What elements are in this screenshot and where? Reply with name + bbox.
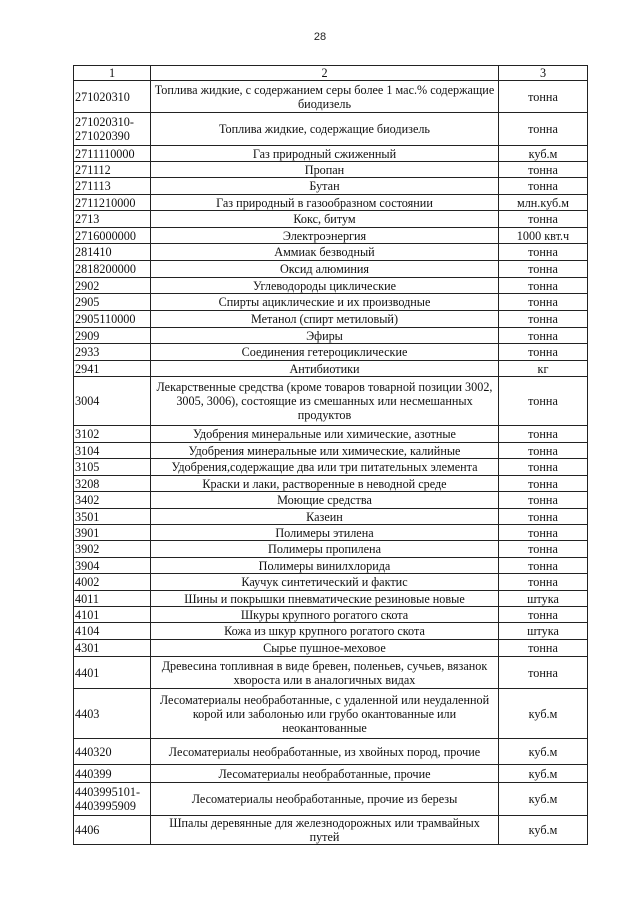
column-header-code: 1 <box>74 66 151 81</box>
row-code: 3004 <box>74 377 151 426</box>
row-code: 2713 <box>74 211 151 228</box>
row-code: 3208 <box>74 476 151 492</box>
row-name: Сырье пушное-меховое <box>151 640 499 657</box>
row-unit: тонна <box>499 81 588 113</box>
row-code: 4101 <box>74 607 151 623</box>
table-row <box>74 765 588 783</box>
row-unit: тонна <box>499 377 588 426</box>
row-unit: тонна <box>499 492 588 509</box>
row-name: Оксид алюминия <box>151 261 499 278</box>
row-name: Кожа из шкур крупного рогатого скота <box>151 623 499 640</box>
row-code: 2905110000 <box>74 311 151 328</box>
table-row <box>74 311 588 328</box>
row-name: Лесоматериалы необработанные, прочие <box>151 765 499 783</box>
row-name: Шпалы деревянные для железнодорожных или трамвайных путей <box>151 816 499 845</box>
table-row <box>74 623 588 640</box>
table-row <box>74 244 588 261</box>
row-code: 440399 <box>74 765 151 783</box>
row-code: 271020310 <box>74 81 151 113</box>
row-name: Аммиак безводный <box>151 244 499 261</box>
row-name: Шкуры крупного рогатого скота <box>151 607 499 623</box>
row-code: 4403995101-4403995909 <box>74 783 151 816</box>
row-name: Лесоматериалы необработанные, с удаленной или неудаленной корой или заболонью или грубо окантованные или неокантованные <box>151 689 499 739</box>
row-code: 2818200000 <box>74 261 151 278</box>
row-code: 4401 <box>74 657 151 689</box>
row-unit: тонна <box>499 344 588 361</box>
table-row <box>74 541 588 558</box>
row-unit: тонна <box>499 657 588 689</box>
row-unit: куб.м <box>499 783 588 816</box>
row-code: 3102 <box>74 426 151 443</box>
row-code: 2711210000 <box>74 195 151 211</box>
row-unit: куб.м <box>499 816 588 845</box>
row-unit: млн.куб.м <box>499 195 588 211</box>
row-unit: тонна <box>499 244 588 261</box>
row-name: Газ природный сжиженный <box>151 146 499 162</box>
row-unit: кг <box>499 361 588 377</box>
row-unit: тонна <box>499 525 588 541</box>
table-row <box>74 640 588 657</box>
column-header-unit: 3 <box>499 66 588 81</box>
row-name: Полимеры пропилена <box>151 541 499 558</box>
table-row <box>74 344 588 361</box>
row-unit: тонна <box>499 178 588 195</box>
table-row <box>74 377 588 426</box>
table-row <box>74 162 588 178</box>
table-row <box>74 146 588 162</box>
row-code: 3904 <box>74 558 151 574</box>
row-unit: 1000 квт.ч <box>499 228 588 244</box>
table-row <box>74 328 588 344</box>
row-unit: куб.м <box>499 765 588 783</box>
row-code: 2933 <box>74 344 151 361</box>
row-name: Лесоматериалы необработанные, прочие из березы <box>151 783 499 816</box>
table-row <box>74 261 588 278</box>
row-name: Удобрения минеральные или химические, азотные <box>151 426 499 443</box>
row-code: 4002 <box>74 574 151 591</box>
row-name: Лесоматериалы необработанные, из хвойных пород, прочие <box>151 739 499 765</box>
row-code: 3105 <box>74 459 151 476</box>
row-unit: тонна <box>499 541 588 558</box>
row-name: Полимеры этилена <box>151 525 499 541</box>
row-name: Шины и покрышки пневматические резиновые новые <box>151 591 499 607</box>
row-code: 4104 <box>74 623 151 640</box>
row-unit: тонна <box>499 574 588 591</box>
row-name: Топлива жидкие, с содержанием серы более 1 мас.% содержащие биодизель <box>151 81 499 113</box>
row-unit: тонна <box>499 558 588 574</box>
row-name: Каучук синтетический и фактис <box>151 574 499 591</box>
row-unit: тонна <box>499 211 588 228</box>
row-name: Удобрения минеральные или химические, калийные <box>151 443 499 459</box>
row-unit: куб.м <box>499 146 588 162</box>
row-code: 271113 <box>74 178 151 195</box>
row-unit: тонна <box>499 459 588 476</box>
row-code: 2905 <box>74 294 151 311</box>
row-unit: тонна <box>499 278 588 294</box>
row-name: Топлива жидкие, содержащие биодизель <box>151 113 499 146</box>
table-row <box>74 113 588 146</box>
row-name: Газ природный в газообразном состоянии <box>151 195 499 211</box>
table-row <box>74 558 588 574</box>
table-row <box>74 443 588 459</box>
row-code: 3501 <box>74 509 151 525</box>
table-row <box>74 739 588 765</box>
row-name: Метанол (спирт метиловый) <box>151 311 499 328</box>
row-name: Эфиры <box>151 328 499 344</box>
row-code: 4301 <box>74 640 151 657</box>
row-unit: тонна <box>499 476 588 492</box>
row-name: Казеин <box>151 509 499 525</box>
commodity-table <box>73 65 588 845</box>
table-row <box>74 591 588 607</box>
row-unit: тонна <box>499 311 588 328</box>
table-row <box>74 426 588 443</box>
row-unit: тонна <box>499 607 588 623</box>
table-row <box>74 459 588 476</box>
table-row <box>74 657 588 689</box>
row-code: 271112 <box>74 162 151 178</box>
table-row <box>74 574 588 591</box>
row-unit: штука <box>499 591 588 607</box>
table-row <box>74 195 588 211</box>
row-name: Спирты ациклические и их производные <box>151 294 499 311</box>
row-unit: тонна <box>499 261 588 278</box>
row-name: Электроэнергия <box>151 228 499 244</box>
row-code: 4406 <box>74 816 151 845</box>
table-row <box>74 178 588 195</box>
row-name: Пропан <box>151 162 499 178</box>
row-name: Древесина топливная в виде бревен, поленьев, сучьев, вязанок хвороста или в аналогичных видах <box>151 657 499 689</box>
row-code: 3902 <box>74 541 151 558</box>
table-header-row <box>74 66 588 81</box>
row-code: 440320 <box>74 739 151 765</box>
row-unit: тонна <box>499 443 588 459</box>
row-unit: тонна <box>499 640 588 657</box>
row-code: 4403 <box>74 689 151 739</box>
row-unit: тонна <box>499 426 588 443</box>
row-unit: тонна <box>499 162 588 178</box>
column-header-name: 2 <box>151 66 499 81</box>
row-code: 4011 <box>74 591 151 607</box>
row-unit: тонна <box>499 113 588 146</box>
table-row <box>74 476 588 492</box>
row-unit: куб.м <box>499 689 588 739</box>
page-number: 28 <box>313 31 327 43</box>
row-name: Моющие средства <box>151 492 499 509</box>
row-code: 2902 <box>74 278 151 294</box>
table-row <box>74 689 588 739</box>
row-code: 281410 <box>74 244 151 261</box>
row-unit: тонна <box>499 294 588 311</box>
row-code: 3402 <box>74 492 151 509</box>
table-row <box>74 783 588 816</box>
row-name: Антибиотики <box>151 361 499 377</box>
row-code: 2909 <box>74 328 151 344</box>
table-row <box>74 81 588 113</box>
table-row <box>74 361 588 377</box>
table-row <box>74 228 588 244</box>
row-unit: тонна <box>499 509 588 525</box>
table-row <box>74 525 588 541</box>
table-row <box>74 211 588 228</box>
row-name: Полимеры винилхлорида <box>151 558 499 574</box>
table-row <box>74 492 588 509</box>
row-code: 271020310-271020390 <box>74 113 151 146</box>
row-code: 2941 <box>74 361 151 377</box>
row-name: Соединения гетероциклические <box>151 344 499 361</box>
row-unit: тонна <box>499 328 588 344</box>
row-name: Бутан <box>151 178 499 195</box>
table-row <box>74 278 588 294</box>
row-code: 2716000000 <box>74 228 151 244</box>
row-name: Кокс, битум <box>151 211 499 228</box>
row-unit: куб.м <box>499 739 588 765</box>
row-unit: штука <box>499 623 588 640</box>
row-name: Удобрения,содержащие два или три питательных элемента <box>151 459 499 476</box>
row-code: 3104 <box>74 443 151 459</box>
table-row <box>74 816 588 845</box>
row-code: 2711110000 <box>74 146 151 162</box>
row-name: Углеводороды циклические <box>151 278 499 294</box>
table-row <box>74 294 588 311</box>
table-row <box>74 607 588 623</box>
row-name: Лекарственные средства (кроме товаров товарной позиции 3002, 3005, 3006), состоящие из смешанных или несмешанных продуктов <box>151 377 499 426</box>
table-row <box>74 509 588 525</box>
row-code: 3901 <box>74 525 151 541</box>
row-name: Краски и лаки, растворенные в неводной среде <box>151 476 499 492</box>
